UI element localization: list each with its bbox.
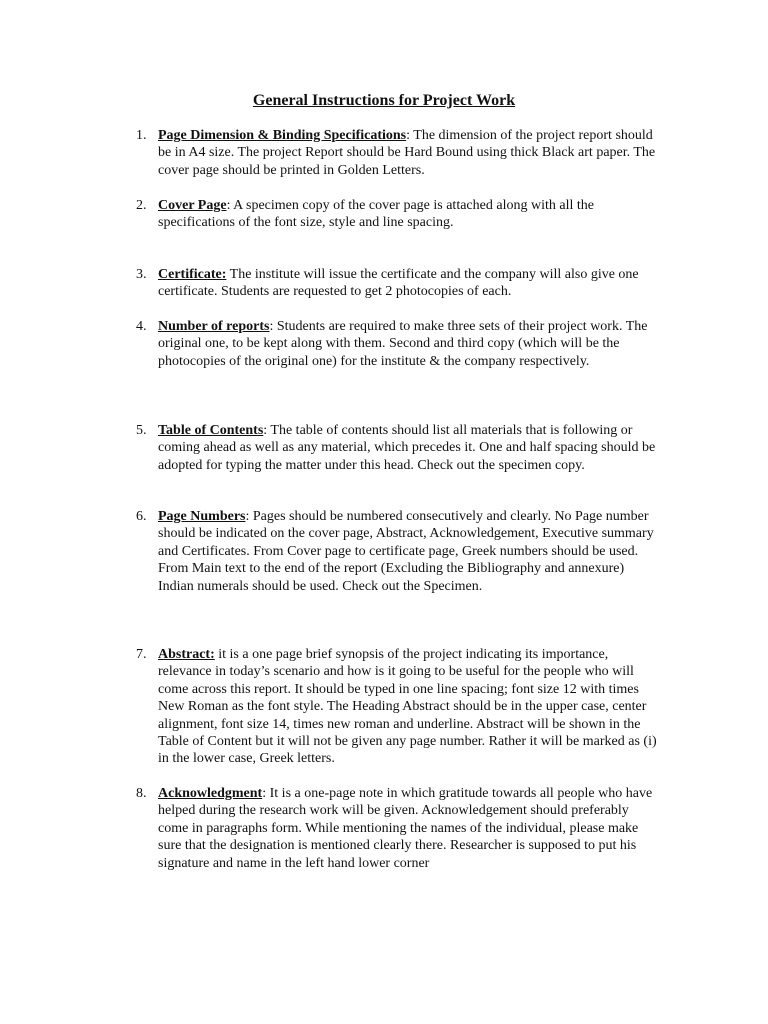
item-body — [158, 646, 661, 768]
item-body — [158, 266, 661, 301]
instruction-item-number-of-reports — [136, 318, 661, 370]
item-term: Table of Contents — [158, 423, 264, 438]
item-separator: : — [269, 319, 274, 334]
item-number: 1. — [136, 128, 147, 143]
item-text: The table of contents should list all materials that is following or coming ahead as well as any material, which precedes it. One and half spacing should be adopted for typing the matter under this head. Check out the specimen copy. — [158, 423, 656, 473]
item-text: The dimension of the project report should be in A4 size. The project Report should be Hard Bound using thick Black art paper. The cover page should be printed in Golden Letters. — [158, 128, 656, 178]
item-body — [158, 127, 661, 179]
item-text: Students are required to make three sets of their project work. The original one, to be kept along with them. Second and third copy (which will be the photocopies of the original one) for the institute & the company respectively. — [158, 319, 648, 369]
item-body — [158, 318, 661, 370]
item-term: Page Numbers — [158, 509, 246, 524]
item-term: Abstract: — [158, 647, 215, 662]
instruction-item-page-numbers — [136, 508, 661, 595]
item-body — [158, 197, 661, 232]
item-text: It is a one-page note in which gratitude towards all people who have helped during the research work will be given. Acknowledgement should preferably come in paragraphs form. While mentioning the names of the individual, please make sure that the designation is mentioned clearly there. Researcher is supposed to put his signature and name in the left hand lower corner — [158, 786, 653, 871]
item-separator: : — [262, 786, 267, 801]
item-term: Number of reports — [158, 319, 270, 334]
item-body — [158, 785, 661, 872]
instruction-item-table-of-contents — [136, 422, 661, 474]
item-number: 7. — [136, 647, 147, 662]
item-separator: : — [226, 198, 231, 213]
instruction-item-acknowledgment — [136, 785, 661, 872]
item-number: 4. — [136, 319, 147, 334]
instruction-item-cover-page — [136, 197, 661, 232]
item-separator: : — [406, 128, 411, 143]
instruction-item-abstract — [136, 646, 661, 768]
item-body — [158, 422, 661, 474]
item-text: Pages should be numbered consecutively and clearly. No Page number should be indicated on the cover page, Abstract, Acknowledgement, Executive summary and Certificates. From Cover page to certificate page, Greek numbers should be used. From Main text to the end of the report (Excluding the Bibliography and annexure) Indian numerals should be used. Check out the Specimen. — [158, 509, 654, 594]
item-term: Cover Page — [158, 198, 227, 213]
item-separator: : — [263, 423, 268, 438]
item-text: it is a one page brief synopsis of the project indicating its importance, relevance in today’s scenario and how is it going to be useful for the people who will come across this report. It should be typed in one line spacing; font size 12 with times New Roman as the font style. The Heading Abstract should be in the upper case, center alignment, font size 14, times new roman and underline. Abstract will be shown in the Table of Content but it will not be given any page number. Rather it will be marked as (i) in the lower case, Greek letters. — [158, 647, 657, 767]
page-title: General Instructions for Project Work — [252, 92, 516, 109]
item-number: 8. — [136, 786, 147, 801]
item-number: 3. — [136, 267, 147, 282]
instruction-item-certificate — [136, 266, 661, 301]
item-text: The institute will issue the certificate and the company will also give one certificate. Students are requested to get 2 photocopies of each. — [158, 267, 639, 300]
item-term: Certificate: — [158, 267, 227, 282]
item-term: Page Dimension & Binding Specifications — [158, 128, 407, 143]
item-term: Acknowledgment — [158, 786, 263, 801]
item-number: 5. — [136, 423, 147, 438]
item-number: 6. — [136, 509, 147, 524]
item-body — [158, 508, 661, 595]
item-text: A specimen copy of the cover page is attached along with all the specifications of the font size, style and line spacing. — [158, 198, 594, 231]
item-separator: : — [245, 509, 250, 524]
instruction-item-page-dimension — [136, 127, 661, 179]
item-number: 2. — [136, 198, 147, 213]
